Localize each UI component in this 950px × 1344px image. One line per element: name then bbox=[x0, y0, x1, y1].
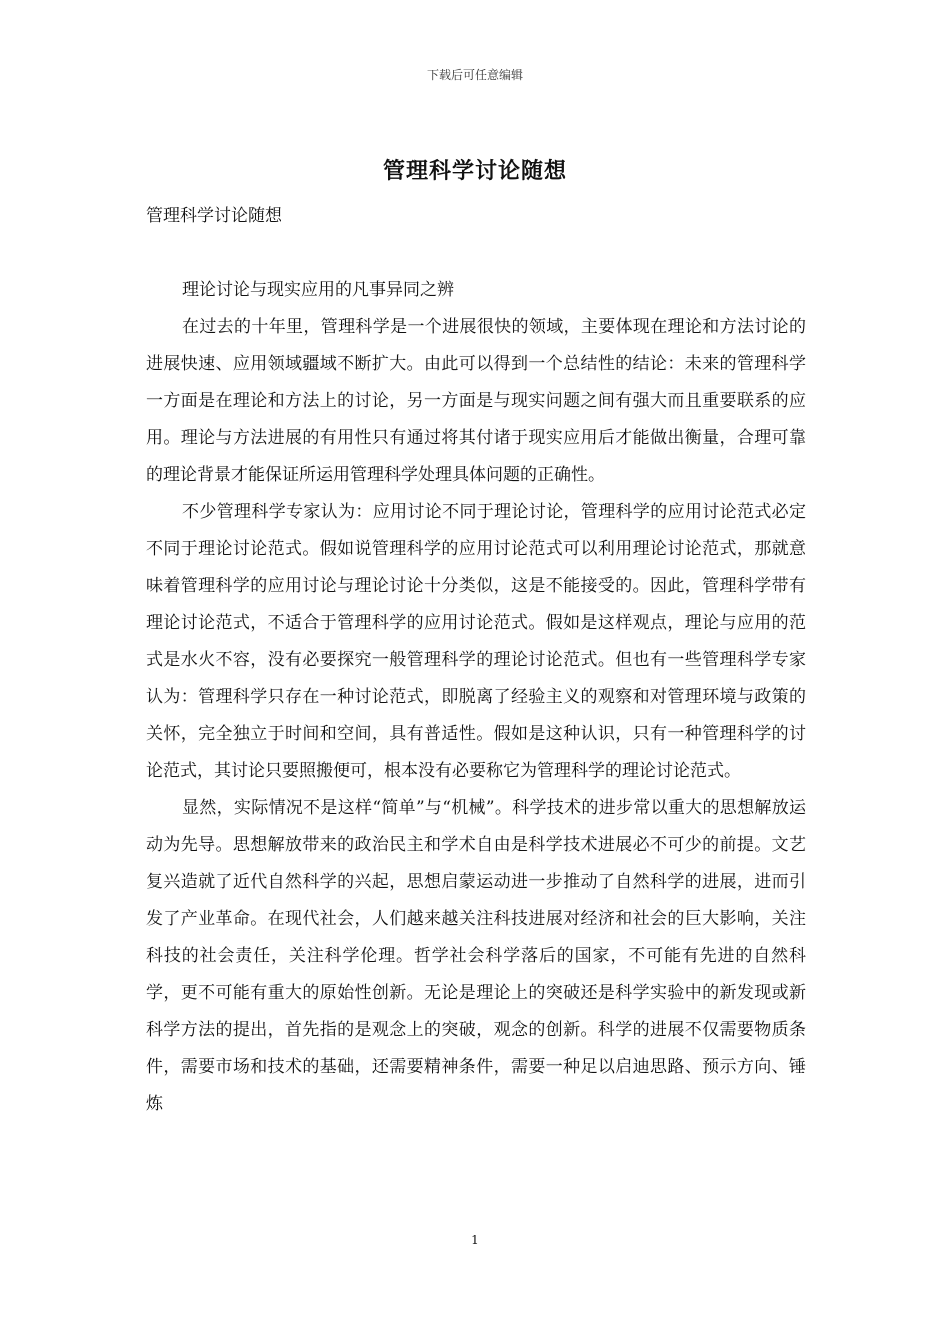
document-body bbox=[146, 272, 806, 1123]
document-title: 管理科学讨论随想 bbox=[382, 158, 567, 184]
header-note: 下载后可任意编辑 bbox=[426, 68, 523, 82]
paragraph-3: 显然，实际情况不是这样“简单”与“机械”。科学技术的进步常以重大的思想解放运动为先导。思想解放带来的政治民主和学术自由是科学技术进展必不可少的前提。文艺复兴造就了近代自然科学的兴起，思想启蒙运动进一步推动了自然科学的进展，进而引发了产业革命。在现代社会，人们越来越关注科技进展对经济和社会的巨大影响，关注科技的社会责任，关注科学伦理。哲学社会科学落后的国家，不可能有先进的自然科学，更不可能有重大的原始性创新。无论是理论上的突破还是科学实验中的新发现或新科学方法的提出，首先指的是观念上的突破，观念的创新。科学的进展不仅需要物质条件，需要市场和技术的基础，还需要精神条件，需要一种足以启迪思路、预示方向、锤炼 bbox=[146, 798, 806, 1114]
page-number: 1 bbox=[471, 1233, 479, 1247]
section-heading: 理论讨论与现实应用的凡事异同之辨 bbox=[182, 280, 454, 300]
document-subtitle: 管理科学讨论随想 bbox=[146, 206, 282, 226]
paragraph-2: 不少管理科学专家认为：应用讨论不同于理论讨论，管理科学的应用讨论范式必定不同于理论讨论范式。假如说管理科学的应用讨论范式可以利用理论讨论范式，那就意味着管理科学的应用讨论与理论讨论十分类似，这是不能接受的。因此，管理科学带有理论讨论范式，不适合于管理科学的应用讨论范式。假如是这样观点，理论与应用的范式是水火不容，没有必要探究一般管理科学的理论讨论范式。但也有一些管理科学专家认为：管理科学只存在一种讨论范式，即脱离了经验主义的观察和对管理环境与政策的关怀，完全独立于时间和空间，具有普适性。假如是这种认识，只有一种管理科学的讨论范式，其讨论只要照搬便可，根本没有必要称它为管理科学的理论讨论范式。 bbox=[146, 502, 806, 781]
paragraph-1: 在过去的十年里，管理科学是一个进展很快的领域，主要体现在理论和方法讨论的进展快速、应用领域疆域不断扩大。由此可以得到一个总结性的结论：未来的管理科学一方面是在理论和方法上的讨论，另一方面是与现实问题之间有强大而且重要联系的应用。理论与方法进展的有用性只有通过将其付诸于现实应用后才能做出衡量，合理可靠的理论背景才能保证所运用管理科学处理具体问题的正确性。 bbox=[146, 317, 806, 485]
